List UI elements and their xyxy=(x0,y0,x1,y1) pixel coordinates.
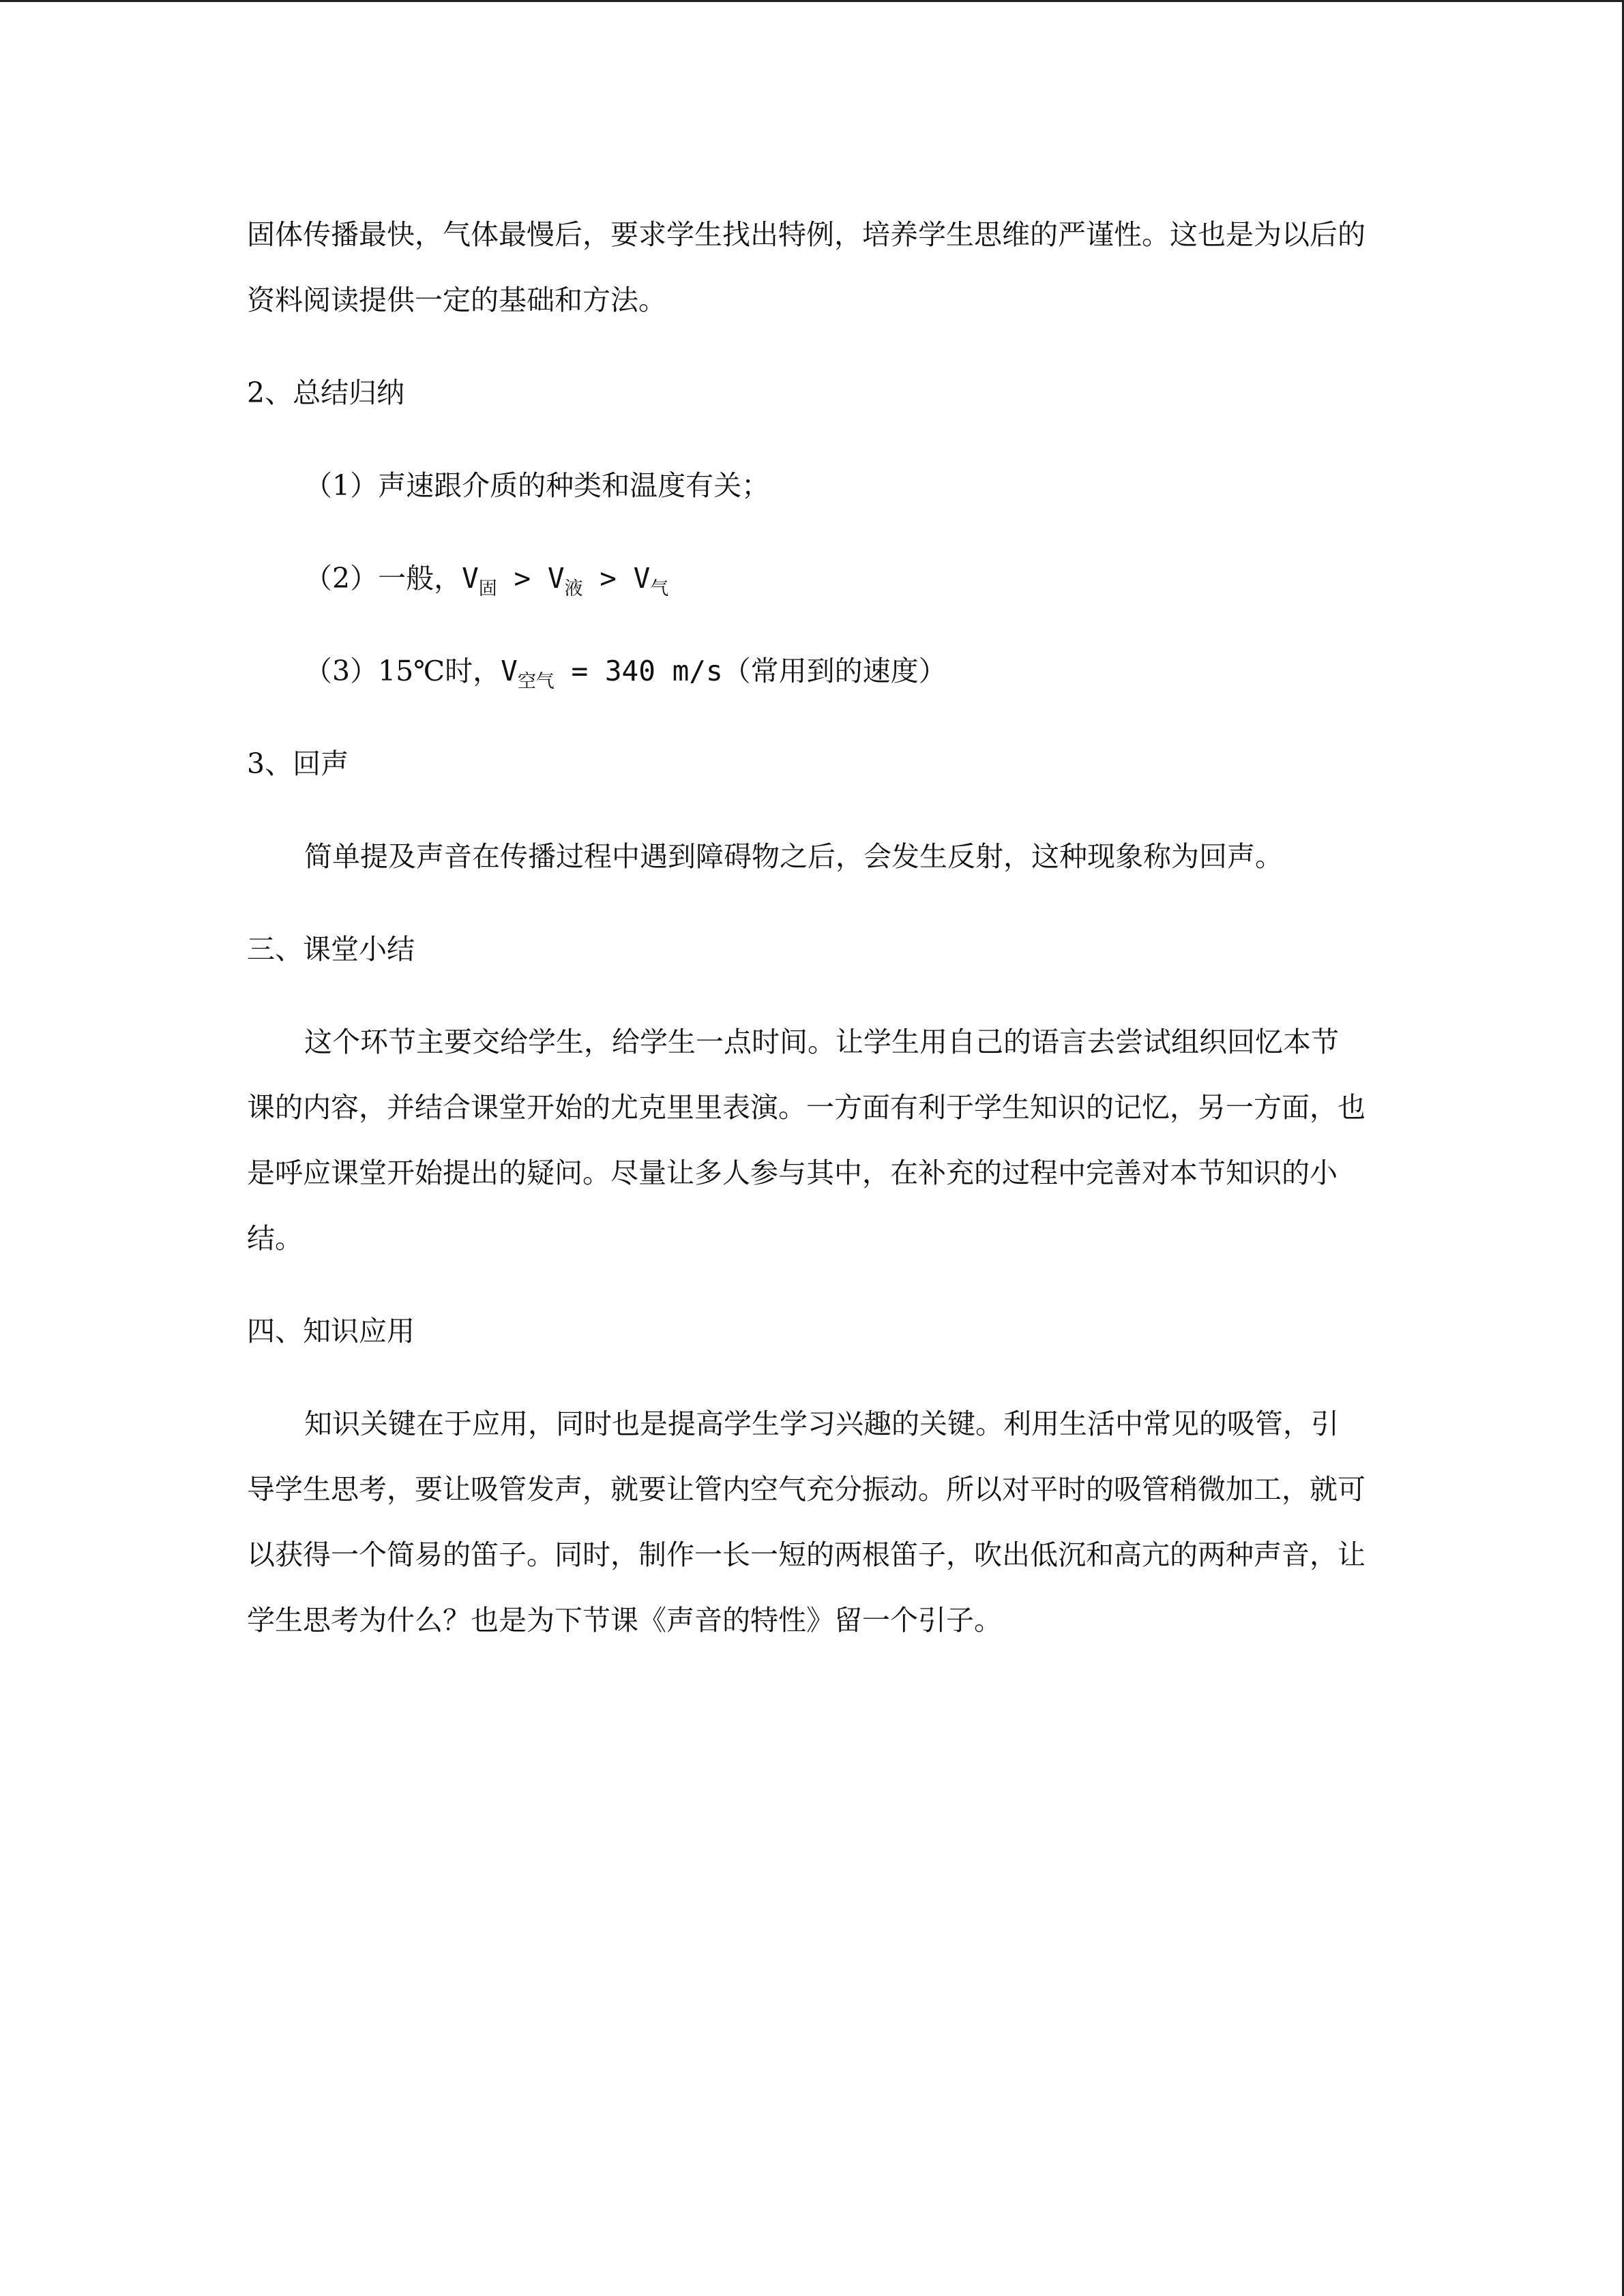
document-body xyxy=(247,202,1365,1680)
velocity-subscript: 固 xyxy=(478,578,497,599)
class-summary-paragraph: 这个环节主要交给学生，给学生一点时间。让学生用自己的语言去尝试组织回忆本节课的内容，并结合课堂开始的尤克里里表演。一方面有利于学生知识的记忆，另一方面，也是呼应课堂开始提出的疑问。尽量让多人参与其中，在补充的过程中完善对本节知识的小结。 xyxy=(247,1026,1365,1255)
echo-paragraph: 简单提及声音在传播过程中遇到障碍物之后，会发生反射，这种现象称为回声。 xyxy=(304,840,1283,873)
list-item-3 xyxy=(247,638,1365,704)
list-item-2-prefix: （2）一般， xyxy=(304,562,462,595)
speed-note: （常用到的速度） xyxy=(722,655,947,687)
list-item-3-prefix: （3）15℃时， xyxy=(304,655,501,687)
intro-paragraph: 固体传播最快，气体最慢后，要求学生找出特例，培养学生思维的严谨性。这也是为以后的资料阅读提供一定的基础和方法。 xyxy=(247,218,1365,316)
section-heading-knowledge-application: 四、知识应用 xyxy=(247,1315,415,1347)
velocity-symbol: V xyxy=(501,655,518,687)
velocity-symbol: V xyxy=(547,562,565,595)
section-heading-class-summary: 三、课堂小结 xyxy=(247,933,415,966)
greater-than: > xyxy=(582,562,634,595)
section-heading-echo: 3、回声 xyxy=(247,747,349,780)
greater-than: > xyxy=(497,562,548,595)
velocity-subscript: 空气 xyxy=(517,671,555,692)
list-item-2 xyxy=(247,546,1365,611)
section-heading-summary-induction: 2、总结归纳 xyxy=(247,376,405,409)
page-top-border xyxy=(0,0,1624,2)
list-item-1: （1）声速跟介质的种类和温度有关； xyxy=(304,469,770,502)
speed-value: = 340 m/s xyxy=(554,655,723,687)
velocity-subscript: 气 xyxy=(650,578,669,599)
knowledge-application-paragraph: 知识关键在于应用，同时也是提高学生学习兴趣的关键。利用生活中常见的吸管，引导学生思考，要让吸管发声，就要让管内空气充分振动。所以对平时的吸管稍微加工，就可以获得一个简易的笛子。同时，制作一长一短的两根笛子，吹出低沉和高亢的两种声音，让学生思考为什么？也是为下节课《声音的特性》留一个引子。 xyxy=(247,1407,1365,1637)
velocity-subscript: 液 xyxy=(564,578,583,599)
velocity-symbol: V xyxy=(462,562,479,595)
velocity-symbol: V xyxy=(633,562,651,595)
